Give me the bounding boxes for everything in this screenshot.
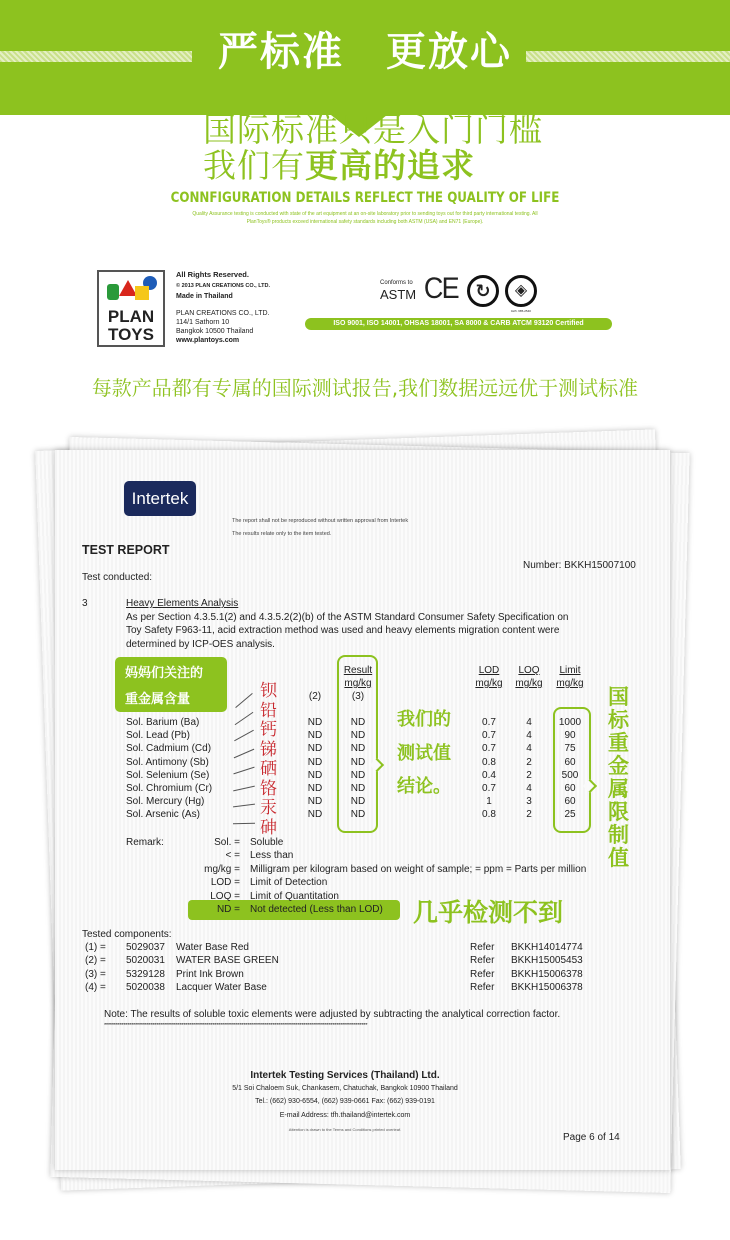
callout-heavy-metal-line2: 重金属含量: [125, 692, 191, 707]
ce-mark: CE: [423, 272, 458, 305]
col2-value: ND: [307, 769, 323, 781]
tagline: CONNFIGURATION DETAILS REFLECT THE QUALITY OF LIFE: [170, 190, 560, 206]
recycle-icon: ↻: [467, 275, 499, 307]
element-chinese-name: 汞: [260, 798, 277, 818]
loq-value: 3: [526, 796, 532, 808]
element-chinese-name: 铬: [260, 778, 277, 799]
component-index: (2) =: [85, 955, 106, 967]
limit-value: 60: [564, 796, 576, 808]
logo-text-toys: TOYS: [108, 325, 154, 344]
page-title: 严标准 更放心: [218, 29, 512, 75]
address-2: Bangkok 10500 Thailand: [176, 328, 254, 335]
callout-our-value-3: 结论。: [397, 776, 451, 797]
element-chinese-name: 铅: [260, 700, 277, 721]
section-para-2: Toy Safety F963-11, acid extraction method was used and heavy elements migration content were: [126, 625, 560, 636]
loq-value: 4: [526, 783, 532, 794]
limit-value: 60: [564, 756, 576, 768]
result-col-index: (3): [351, 691, 365, 702]
col2-header: (2): [308, 691, 322, 702]
lod-value: 0.4: [482, 769, 496, 781]
remark-key: mg/kg =: [204, 863, 240, 875]
component-ref: BKKH15006378: [511, 981, 583, 993]
loq-header: LOQ: [518, 665, 540, 676]
lod-header: LOD: [478, 665, 500, 676]
callout-our-value-1: 我们的: [397, 709, 451, 730]
element-name: Sol. Mercury (Hg): [126, 796, 205, 808]
component-ref: BKKH15006378: [511, 968, 583, 980]
report-number: Number: BKKH15007100: [523, 560, 636, 571]
slogan: 每款产品都有专属的国际测试报告,我们数据远远优于测试标准: [91, 376, 639, 400]
component-name: Print Ink Brown: [176, 968, 244, 980]
section-para-1: As per Section 4.3.5.1(2) and 4.3.5.2(2)(b) of the ASTM Standard Consumer Safety Specification on: [126, 612, 569, 623]
result-value: ND: [350, 796, 366, 808]
connector-line: [233, 822, 255, 824]
callout-heavy-metal-line1: 妈妈们关注的: [125, 666, 204, 681]
component-index: (4) =: [85, 981, 106, 993]
separator-stars: ****************************************************************************************************************************************: [104, 1023, 368, 1029]
element-name: Sol. Chromium (Cr): [126, 783, 213, 794]
component-refer: Refer: [470, 981, 495, 993]
result-unit: mg/kg: [344, 678, 372, 689]
intro-line1: 国际标准只是入门门槛: [203, 110, 543, 149]
component-ref: BKKH15005453: [511, 955, 583, 967]
result-value: ND: [350, 717, 366, 728]
remark-key: < =: [225, 850, 240, 862]
lod-value: 1: [486, 796, 492, 808]
qa-note-1: Quality Assurance testing is conducted with state of the art equipment at an on-site laboratory prior to sending toys out for third party international testing. All: [192, 211, 538, 217]
remark-key: Sol. =: [214, 837, 240, 848]
remark-key: ND =: [216, 904, 240, 915]
loq-value: 2: [526, 769, 532, 781]
result-value: ND: [350, 783, 366, 794]
footer-tel: Tel.: (662) 930-6554, (662) 939-0661 Fax: (662) 939-0191: [255, 1098, 435, 1105]
remark-value: Not detected (Less than LOD): [250, 904, 383, 915]
limit-unit: mg/kg: [556, 678, 584, 689]
component-code: 5329128: [126, 968, 165, 980]
loq-value: 4: [526, 730, 532, 742]
loq-value: 2: [526, 756, 532, 768]
col2-value: ND: [307, 783, 323, 794]
loq-value: 4: [526, 743, 532, 755]
remark-value: Less than: [250, 850, 294, 862]
disclaimer-1: The report shall not be reproduced without written approval from Intertek: [232, 518, 409, 524]
callout-our-value-2: 测试值: [397, 743, 451, 764]
limit-value: 90: [564, 730, 576, 742]
lod-value: 0.7: [482, 717, 496, 728]
col2-value: ND: [307, 756, 323, 768]
disclaimer-2: The results relate only to the item tested.: [232, 531, 332, 537]
remark-value: Soluble: [250, 837, 284, 848]
element-name: Sol. Lead (Pb): [126, 730, 190, 742]
result-value: ND: [350, 756, 366, 768]
col2-value: ND: [307, 717, 323, 728]
remark-key: LOQ =: [210, 890, 240, 902]
copyright: © 2013 PLAN CREATIONS CO., LTD.: [176, 283, 270, 289]
intro-line2: [203, 140, 475, 187]
page-number: Page 6 of 14: [563, 1132, 620, 1143]
limit-value: 1000: [558, 717, 582, 728]
certification-banner: ISO 9001, ISO 14001, OHSAS 18001, SA 8000 & CARB ATCM 93120 Certified: [305, 318, 612, 330]
col2-value: ND: [307, 743, 323, 755]
lod-value: 0.7: [482, 783, 496, 794]
component-index: (3) =: [85, 968, 106, 980]
result-value: ND: [350, 809, 366, 821]
remark-key: LOD =: [210, 877, 240, 889]
lod-value: 0.7: [482, 730, 496, 742]
element-name: Sol. Selenium (Se): [126, 769, 210, 781]
limit-value: 75: [564, 743, 576, 755]
result-value: ND: [350, 730, 366, 742]
components-label: Tested components:: [82, 929, 172, 940]
qa-note-2: PlanToys® products exceed international safety standards including both ASTM (USA) and EN71 (Europe).: [246, 219, 484, 225]
result-header: Result: [343, 665, 373, 676]
callout-undetectable: 几乎检测不到: [413, 898, 564, 927]
element-name: Sol. Barium (Ba): [126, 717, 200, 728]
component-refer: Refer: [470, 968, 495, 980]
address-1: 114/1 Sathorn 10: [176, 319, 230, 326]
section-para-3: determined by ICP-OES analysis.: [126, 639, 275, 650]
note: Note: The results of soluble toxic elements were adjusted by subtracting the analytical correction factor.: [104, 1009, 561, 1020]
lod-unit: mg/kg: [475, 678, 503, 689]
yellow-cube-icon: [135, 286, 149, 300]
remark-value: Limit of Quantitation: [250, 890, 339, 902]
col2-value: ND: [307, 809, 323, 821]
section-number: 3: [82, 598, 88, 609]
company: PLAN CREATIONS CO., LTD.: [176, 310, 270, 317]
limit-value: 500: [561, 769, 579, 781]
intro-line2-plain: 我们有: [203, 146, 305, 185]
element-chinese-name: 钡: [260, 681, 277, 701]
intro-line2-bold: 更高的追求: [305, 146, 475, 185]
website: www.plantoys.com: [176, 337, 240, 344]
element-chinese-name: 砷: [260, 817, 277, 838]
footer-company: Intertek Testing Services (Thailand) Ltd.: [250, 1070, 440, 1081]
element-chinese-name: 锑: [260, 739, 277, 760]
loq-unit: mg/kg: [515, 678, 543, 689]
made-in: Made in Thailand: [176, 293, 233, 300]
loq-value: 4: [526, 717, 532, 728]
test-conducted: Test conducted:: [82, 572, 153, 583]
result-value: ND: [350, 743, 366, 755]
remark-label: Remark:: [126, 837, 164, 848]
lod-value: 0.8: [482, 809, 496, 821]
report-title: TEST REPORT: [82, 543, 170, 557]
component-code: 5029037: [126, 942, 165, 953]
component-name: WATER BASE GREEN: [176, 955, 279, 967]
rights: All Rights Reserved.: [176, 270, 249, 279]
plantoys-logo: [97, 270, 165, 347]
component-name: Lacquer Water Base: [176, 981, 267, 993]
tis-code: มอก. 685-2540: [511, 309, 531, 313]
component-code: 5020038: [126, 981, 165, 993]
astm-label: ASTM: [380, 287, 417, 302]
section-title: Heavy Elements Analysis: [126, 598, 239, 609]
element-chinese-name: 硒: [260, 759, 277, 779]
element-name: Sol. Arsenic (As): [126, 809, 200, 821]
loq-value: 2: [526, 809, 532, 821]
lod-value: 0.7: [482, 743, 496, 755]
footer-address: 5/1 Soi Chaloem Suk, Chankasem, Chatuchak, Bangkok 10900 Thailand: [232, 1085, 458, 1092]
lod-value: 0.8: [482, 756, 496, 768]
logo-text-plan: PLAN: [107, 307, 155, 326]
component-name: Water Base Red: [176, 942, 249, 953]
component-refer: Refer: [470, 942, 495, 953]
col2-value: ND: [307, 796, 323, 808]
element-name: Sol. Antimony (Sb): [126, 756, 209, 768]
remark-value: Limit of Detection: [250, 877, 328, 889]
limit-value: 25: [564, 809, 576, 821]
component-refer: Refer: [470, 955, 495, 967]
component-index: (1) =: [85, 942, 106, 953]
footer-email: E-mail Address: tfh.thailand@intertek.com: [279, 1112, 411, 1119]
callout-national-limit: 国标重金属限制值: [608, 685, 629, 870]
result-value: ND: [350, 769, 366, 781]
component-ref: BKKH14014774: [511, 942, 583, 953]
limit-value: 60: [564, 783, 576, 794]
tis-icon: ◈: [505, 275, 537, 307]
element-chinese-name: 钙: [260, 720, 277, 740]
green-cylinder-icon: [107, 284, 119, 300]
col2-value: ND: [307, 730, 323, 742]
intertek-logo: Intertek: [124, 481, 196, 516]
remark-value: Milligram per kilogram based on weight of sample; = ppm = Parts per million: [250, 863, 587, 875]
footer-attention: Attention is drawn to the Terms and Conditions printed overleaf.: [288, 1127, 402, 1132]
component-code: 5020031: [126, 955, 165, 967]
element-name: Sol. Cadmium (Cd): [126, 743, 212, 755]
astm-conforms: Conforms to: [380, 280, 413, 286]
limit-header: Limit: [559, 665, 581, 676]
